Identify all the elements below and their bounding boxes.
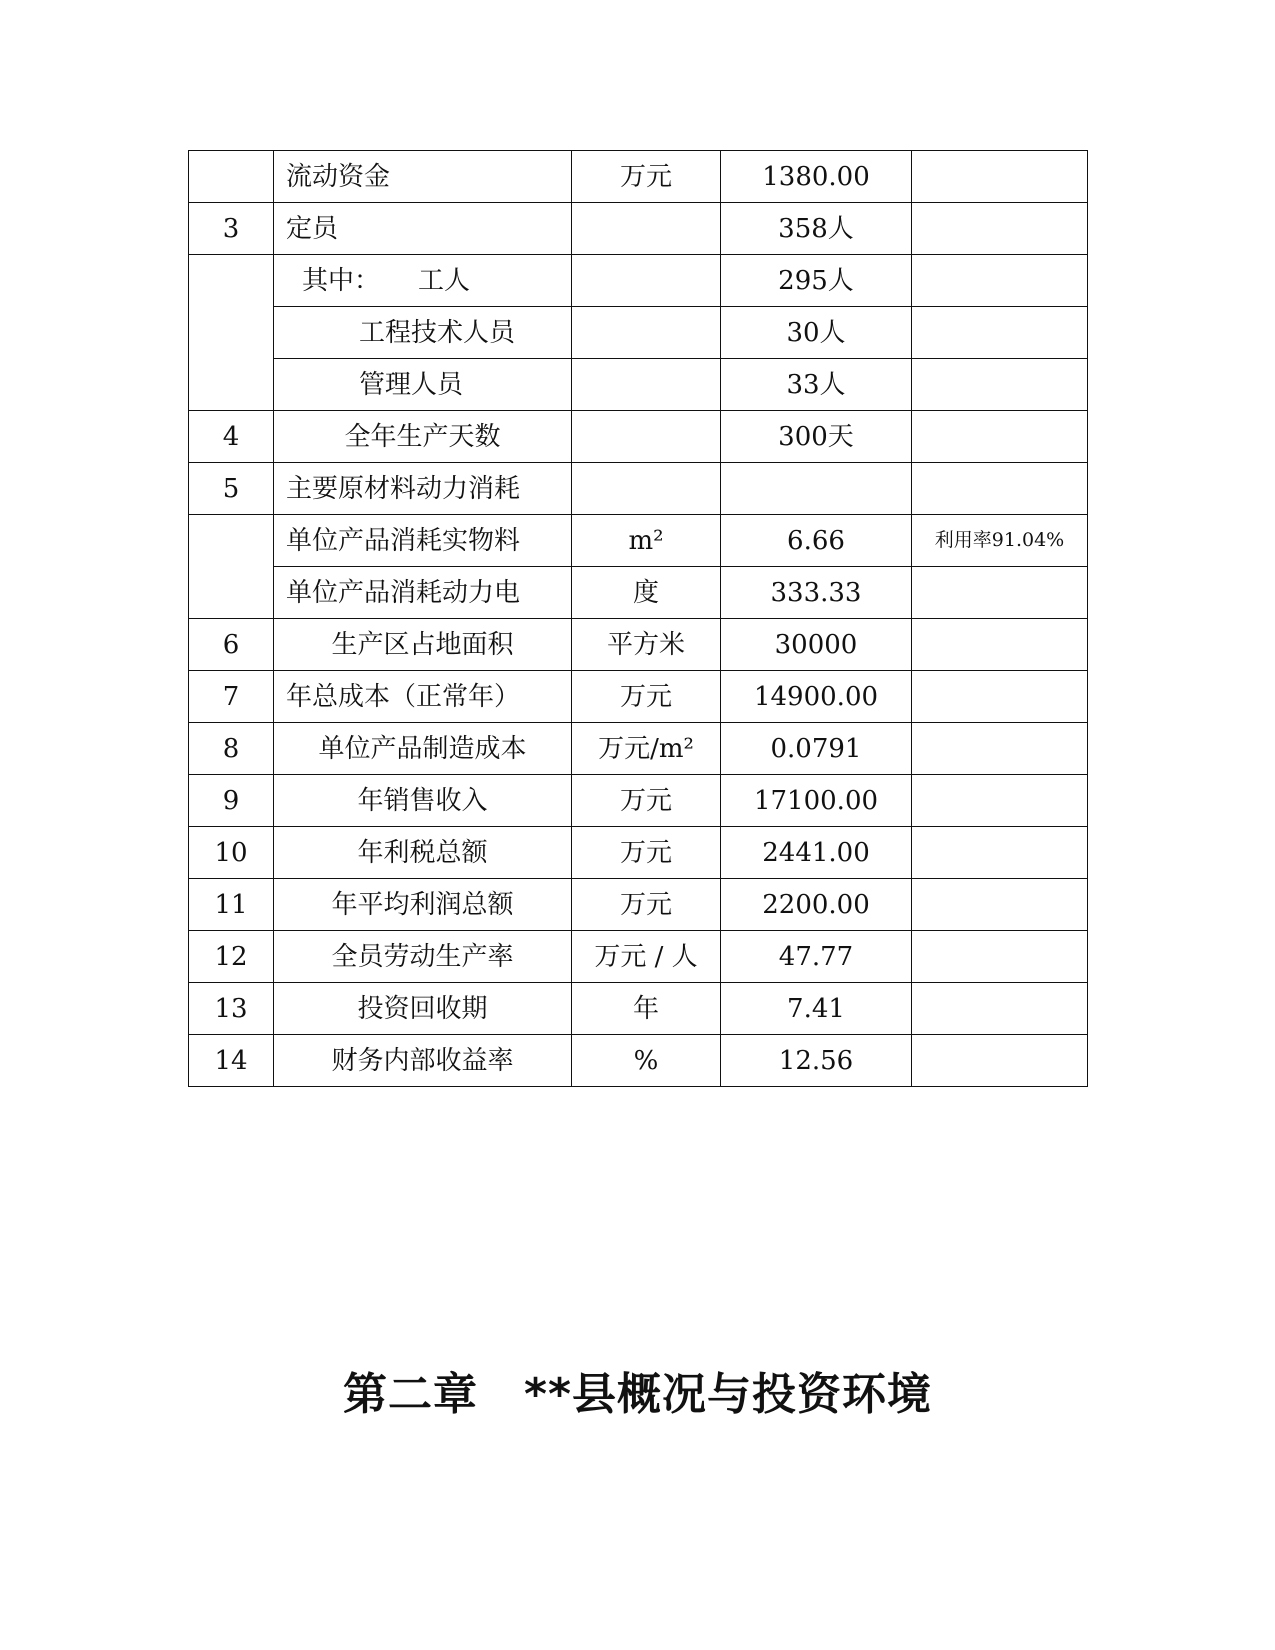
row-item: 主要原材料动力消耗 <box>274 463 572 515</box>
row-number: 11 <box>189 879 274 931</box>
table-row <box>189 619 1088 671</box>
row-unit: 万元 <box>572 879 721 931</box>
row-number: 12 <box>189 931 274 983</box>
row-note <box>912 203 1088 255</box>
row-value: 14900.00 <box>721 671 912 723</box>
row-item: 投资回收期 <box>274 983 572 1035</box>
row-item: 单位产品制造成本 <box>274 723 572 775</box>
row-note <box>912 931 1088 983</box>
row-unit: 万元 <box>572 827 721 879</box>
row-unit: 万元/m² <box>572 723 721 775</box>
row-item: 财务内部收益率 <box>274 1035 572 1087</box>
row-note: 利用率91.04% <box>912 515 1088 567</box>
row-item-label: 工人 <box>418 265 471 296</box>
row-item-prefix: 其中： <box>302 265 381 296</box>
row-item: 年利税总额 <box>274 827 572 879</box>
row-unit <box>572 255 721 307</box>
chapter-number: 第二章 <box>342 1369 478 1420</box>
row-unit <box>572 463 721 515</box>
row-number: 4 <box>189 411 274 463</box>
row-note <box>912 827 1088 879</box>
row-value: 47.77 <box>721 931 912 983</box>
row-note <box>912 619 1088 671</box>
row-item: 定员 <box>274 203 572 255</box>
row-note <box>912 411 1088 463</box>
table-row <box>189 463 1088 515</box>
row-number: 14 <box>189 1035 274 1087</box>
row-note <box>912 723 1088 775</box>
table-row <box>189 775 1088 827</box>
row-number: 6 <box>189 619 274 671</box>
row-number: 5 <box>189 463 274 515</box>
row-note <box>912 359 1088 411</box>
chapter-name: **县概况与投资环境 <box>523 1369 933 1420</box>
table-row <box>189 411 1088 463</box>
row-value: 17100.00 <box>721 775 912 827</box>
row-number: 13 <box>189 983 274 1035</box>
row-unit: 度 <box>572 567 721 619</box>
row-note <box>912 1035 1088 1087</box>
row-number: 8 <box>189 723 274 775</box>
row-value: 2441.00 <box>721 827 912 879</box>
row-item <box>274 255 572 307</box>
row-item: 工程技术人员 <box>274 307 572 359</box>
row-unit: 万元 <box>572 671 721 723</box>
row-note <box>912 463 1088 515</box>
row-note <box>912 151 1088 203</box>
table-row <box>189 307 1088 359</box>
table-row <box>189 671 1088 723</box>
row-unit: 年 <box>572 983 721 1035</box>
row-unit: 万元 / 人 <box>572 931 721 983</box>
row-note <box>912 983 1088 1035</box>
row-item: 全年生产天数 <box>274 411 572 463</box>
row-item: 单位产品消耗动力电 <box>274 567 572 619</box>
table-row <box>189 567 1088 619</box>
row-value: 33人 <box>721 359 912 411</box>
row-number: 7 <box>189 671 274 723</box>
row-number <box>189 255 274 411</box>
row-number: 10 <box>189 827 274 879</box>
row-note <box>912 775 1088 827</box>
table-row <box>189 879 1088 931</box>
row-unit: 万元 <box>572 151 721 203</box>
table-row <box>189 1035 1088 1087</box>
table-row <box>189 827 1088 879</box>
table-row <box>189 983 1088 1035</box>
row-value: 1380.00 <box>721 151 912 203</box>
row-note <box>912 255 1088 307</box>
row-value: 7.41 <box>721 983 912 1035</box>
table-row <box>189 151 1088 203</box>
indicator-table <box>188 150 1088 1087</box>
row-item: 全员劳动生产率 <box>274 931 572 983</box>
table-row <box>189 255 1088 307</box>
row-number <box>189 151 274 203</box>
row-unit: % <box>572 1035 721 1087</box>
row-value: 358人 <box>721 203 912 255</box>
row-number: 9 <box>189 775 274 827</box>
row-value: 2200.00 <box>721 879 912 931</box>
row-unit <box>572 359 721 411</box>
row-value: 295人 <box>721 255 912 307</box>
row-item: 单位产品消耗实物料 <box>274 515 572 567</box>
row-value: 333.33 <box>721 567 912 619</box>
row-unit: m² <box>572 515 721 567</box>
row-unit: 万元 <box>572 775 721 827</box>
row-value <box>721 463 912 515</box>
table-row <box>189 359 1088 411</box>
row-unit <box>572 307 721 359</box>
row-number <box>189 515 274 619</box>
row-value: 0.0791 <box>721 723 912 775</box>
row-item: 管理人员 <box>274 359 572 411</box>
table-row <box>189 515 1088 567</box>
row-value: 30人 <box>721 307 912 359</box>
row-note <box>912 671 1088 723</box>
row-item: 流动资金 <box>274 151 572 203</box>
row-unit: 平方米 <box>572 619 721 671</box>
row-unit <box>572 203 721 255</box>
row-note <box>912 307 1088 359</box>
row-note <box>912 879 1088 931</box>
row-value: 6.66 <box>721 515 912 567</box>
row-value: 12.56 <box>721 1035 912 1087</box>
row-item: 年平均利润总额 <box>274 879 572 931</box>
row-number: 3 <box>189 203 274 255</box>
row-value: 30000 <box>721 619 912 671</box>
table-row <box>189 931 1088 983</box>
row-item: 年总成本（正常年） <box>274 671 572 723</box>
row-unit <box>572 411 721 463</box>
row-note <box>912 567 1088 619</box>
row-item: 生产区占地面积 <box>274 619 572 671</box>
row-item: 年销售收入 <box>274 775 572 827</box>
row-value: 300天 <box>721 411 912 463</box>
table-row <box>189 203 1088 255</box>
chapter-heading <box>0 1358 1275 1422</box>
table-row <box>189 723 1088 775</box>
